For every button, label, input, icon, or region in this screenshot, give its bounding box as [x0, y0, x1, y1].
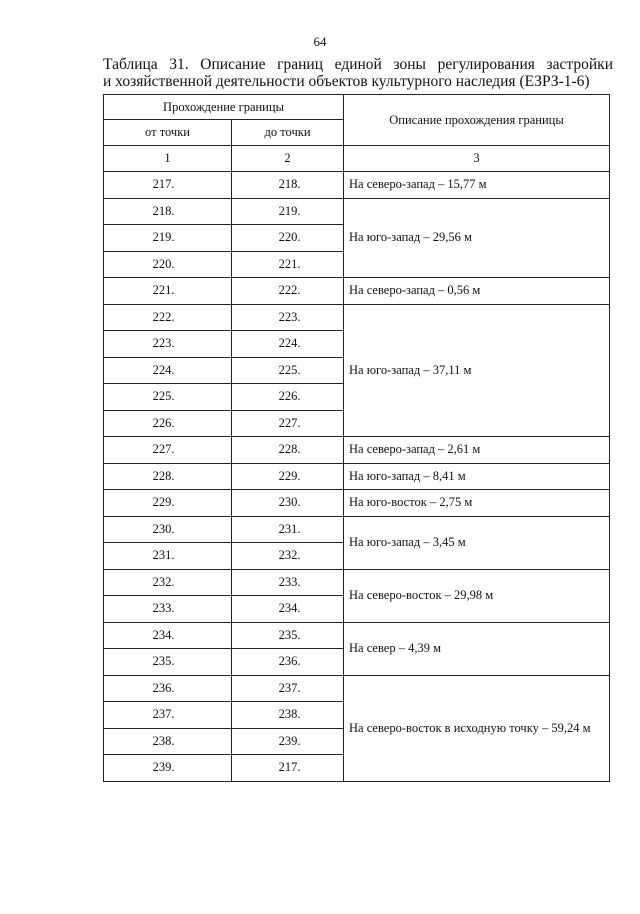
- column-number: 1: [104, 146, 232, 172]
- boundary-table: [103, 94, 610, 782]
- to-point-cell: 222.: [232, 278, 344, 305]
- from-point-cell: 220.: [104, 251, 232, 278]
- table-row: [104, 304, 610, 331]
- to-point-cell: 226.: [232, 384, 344, 411]
- table-row: [104, 437, 610, 464]
- to-point-cell: 224.: [232, 331, 344, 358]
- to-point-cell: 229.: [232, 463, 344, 490]
- from-point-cell: 233.: [104, 596, 232, 623]
- to-point-cell: 238.: [232, 702, 344, 729]
- description-cell: На северо-восток в исходную точку – 59,24 м: [344, 675, 610, 781]
- to-point-cell: 230.: [232, 490, 344, 517]
- to-point-cell: 237.: [232, 675, 344, 702]
- to-point-cell: 239.: [232, 728, 344, 755]
- from-point-cell: 225.: [104, 384, 232, 411]
- header-description: Описание прохождения границы: [344, 95, 610, 146]
- from-point-cell: 224.: [104, 357, 232, 384]
- to-point-cell: 218.: [232, 172, 344, 199]
- table-row: [104, 622, 610, 649]
- description-cell: На юго-запад – 29,56 м: [344, 198, 610, 278]
- to-point-cell: 236.: [232, 649, 344, 676]
- column-number: 2: [232, 146, 344, 172]
- from-point-cell: 237.: [104, 702, 232, 729]
- to-point-cell: 235.: [232, 622, 344, 649]
- from-point-cell: 231.: [104, 543, 232, 570]
- description-cell: На юго-запад – 3,45 м: [344, 516, 610, 569]
- from-point-cell: 221.: [104, 278, 232, 305]
- from-point-cell: 219.: [104, 225, 232, 252]
- from-point-cell: 238.: [104, 728, 232, 755]
- from-point-cell: 239.: [104, 755, 232, 782]
- table-row: [104, 198, 610, 225]
- description-cell: На север – 4,39 м: [344, 622, 610, 675]
- table-row: [104, 675, 610, 702]
- from-point-cell: 227.: [104, 437, 232, 464]
- header-from-point: от точки: [104, 120, 232, 146]
- table-row: [104, 569, 610, 596]
- description-cell: На северо-запад – 0,56 м: [344, 278, 610, 305]
- from-point-cell: 222.: [104, 304, 232, 331]
- from-point-cell: 223.: [104, 331, 232, 358]
- to-point-cell: 220.: [232, 225, 344, 252]
- header-to-point: до точки: [232, 120, 344, 146]
- to-point-cell: 225.: [232, 357, 344, 384]
- to-point-cell: 228.: [232, 437, 344, 464]
- page-number: 64: [313, 34, 327, 49]
- from-point-cell: 236.: [104, 675, 232, 702]
- table-row: [104, 490, 610, 517]
- table-row: [104, 516, 610, 543]
- header-boundary-passage: Прохождение границы: [104, 95, 344, 120]
- table-row: [104, 278, 610, 305]
- table-row: [104, 463, 610, 490]
- description-cell: На северо-восток – 29,98 м: [344, 569, 610, 622]
- to-point-cell: 221.: [232, 251, 344, 278]
- description-cell: На северо-запад – 15,77 м: [344, 172, 610, 199]
- description-cell: На юго-запад – 8,41 м: [344, 463, 610, 490]
- column-number: 3: [344, 146, 610, 172]
- to-point-cell: 234.: [232, 596, 344, 623]
- to-point-cell: 231.: [232, 516, 344, 543]
- description-cell: На юго-запад – 37,11 м: [344, 304, 610, 437]
- from-point-cell: 232.: [104, 569, 232, 596]
- description-cell: На юго-восток – 2,75 м: [344, 490, 610, 517]
- description-cell: На северо-запад – 2,61 м: [344, 437, 610, 464]
- from-point-cell: 229.: [104, 490, 232, 517]
- to-point-cell: 217.: [232, 755, 344, 782]
- caption-line-1: Таблица 31. Описание границ единой зоны регулирования застройки: [103, 56, 613, 73]
- from-point-cell: 228.: [104, 463, 232, 490]
- table-row: [104, 172, 610, 199]
- to-point-cell: 227.: [232, 410, 344, 437]
- from-point-cell: 234.: [104, 622, 232, 649]
- to-point-cell: 233.: [232, 569, 344, 596]
- header-row: [104, 95, 610, 120]
- from-point-cell: 218.: [104, 198, 232, 225]
- caption-line-2: и хозяйственной деятельности объектов культурного наследия (ЕЗРЗ-1-6): [103, 73, 590, 90]
- to-point-cell: 232.: [232, 543, 344, 570]
- from-point-cell: 230.: [104, 516, 232, 543]
- to-point-cell: 223.: [232, 304, 344, 331]
- from-point-cell: 226.: [104, 410, 232, 437]
- column-number-row: [104, 146, 610, 172]
- from-point-cell: 235.: [104, 649, 232, 676]
- to-point-cell: 219.: [232, 198, 344, 225]
- from-point-cell: 217.: [104, 172, 232, 199]
- table-caption: [103, 56, 613, 90]
